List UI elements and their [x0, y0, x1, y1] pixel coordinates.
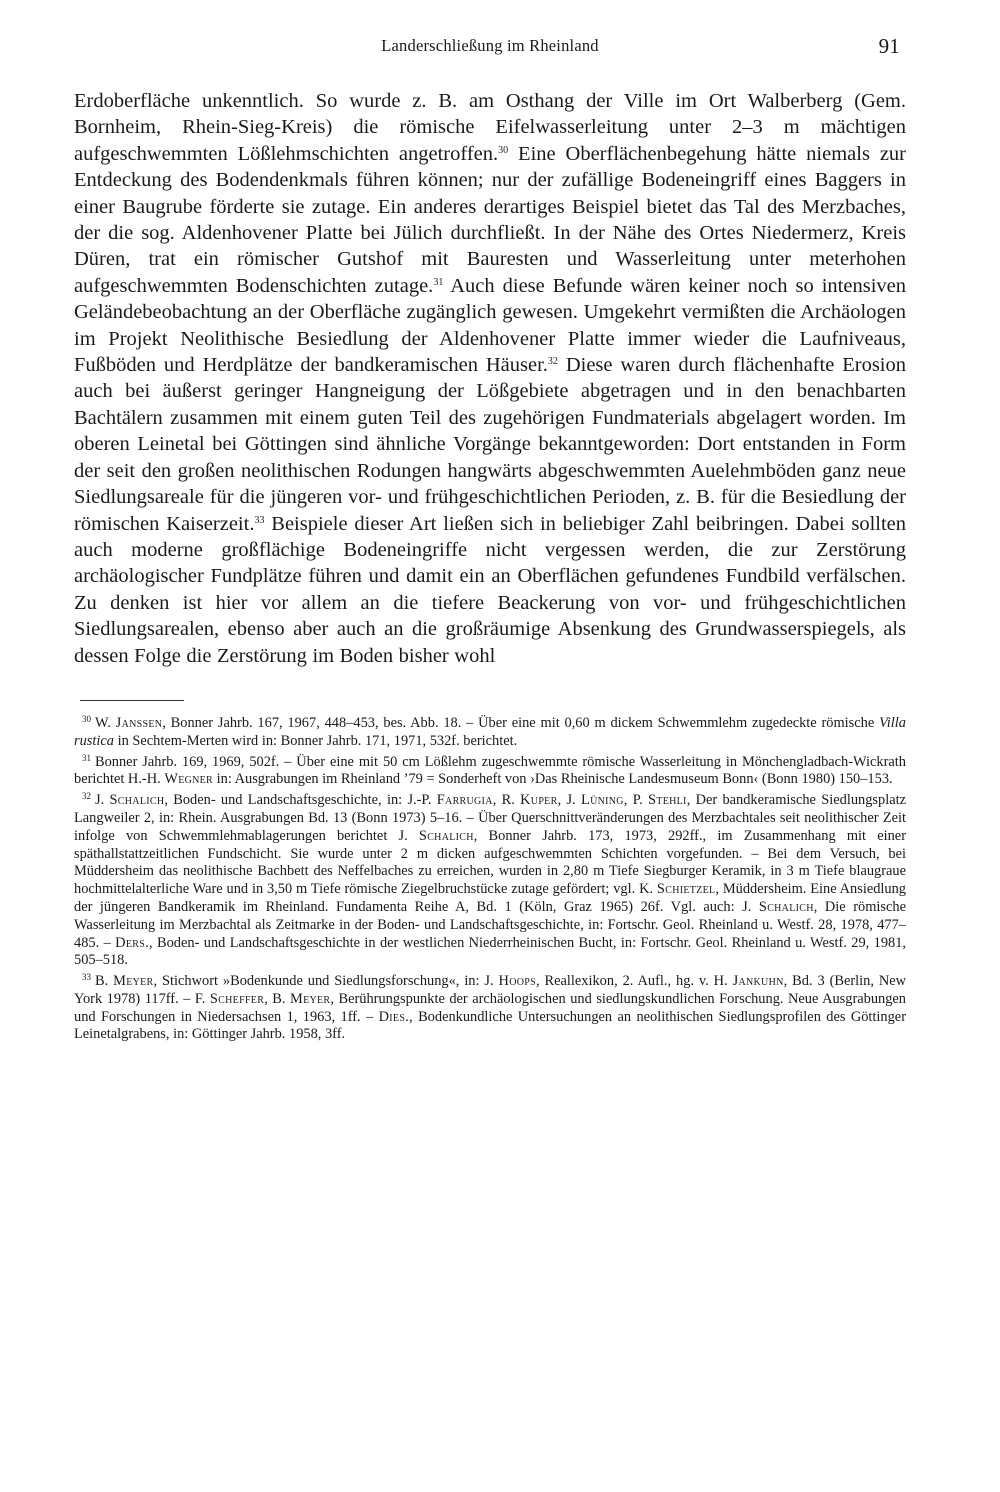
footnote-reference: 30 [498, 144, 509, 156]
body-text-segment: Diese waren durch flächenhafte Erosion auch bei äußerst geringer Hangneigung der Lößgebiete abgetragen und in den benachbarten Bachtälern zusammen mit einem guten Teil des zugehörigen Fundmaterials abgelagert worden. Im oberen Leinetal bei Göttingen sind ähnliche Vorgänge bekanntgeworden: Dort entstanden in Form der seit den großen neolithischen Rodungen hangwärts abgeschwemmten Auelehmböden ganz neue Siedlungsareale für die jüngeren vor- und frühgeschichtlichen Perioden, z. B. für die Besiedlung der römischen Kaiserzeit. [74, 354, 906, 535]
footnote-text: in: Ausgrabungen im Rheinland ’79 = Sonderheft von ›Das Rheinische Landesmuseum Bonn‹ (Bonn 1980) 150–153. [213, 771, 893, 788]
author-name: Scheffer [209, 990, 265, 1007]
footnote-text: W. [95, 714, 116, 731]
author-name: Lüning [580, 792, 624, 809]
author-name: Janssen [115, 714, 163, 731]
author-name: Schalich [758, 898, 814, 915]
footnote-text: , J. [557, 792, 581, 809]
footnote-text: J. [95, 792, 110, 809]
author-name: Schietzel [656, 881, 716, 898]
footnote-text: , R. [492, 792, 521, 809]
body-text-segment: Auch diese Befunde wären keiner noch so intensiven Geländebeobachtung an der Oberfläche zugänglich gewesen. Umgekehrt vermißten die Archäologen im Projekt Neolithische Besiedlung der Aldenhovener Platte immer wieder die Laufniveaus, Fußböden und Herdplätze der bandkeramischen Häuser. [74, 274, 907, 377]
author-name: Hoops [498, 973, 537, 990]
footnote-number: 30 [82, 713, 91, 724]
author-name: Dies. [378, 1008, 410, 1025]
author-name: Ders. [115, 934, 150, 951]
body-text-segment: Erdoberfläche unkenntlich. So wurde z. B. am Osthang der Ville im Ort Walberberg (Gem. Bornheim, Rhein-Sieg-Kreis) die römische Eifelwasserleitung unter 2–3 m mächtigen aufgeschwemmten Lößlehmschichten angetroffen. [74, 90, 906, 165]
footnote-reference: 32 [547, 356, 558, 368]
footnote-text: , Boden- und Landschaftsgeschichte in der westlichen Niederrheinischen Bucht, in: Fortschr. Geol. Rheinland u. Westf. 29, 1981, 505–518. [74, 934, 907, 969]
running-title: Landerschließung im Rheinland [381, 36, 599, 55]
body-text-segment: Beispiele dieser Art ließen sich in beliebiger Zahl beibringen. Dabei sollten auch moderne großflächige Bodeneingriffe nicht vergessen werden, die zur Zerstörung archäologischer Fundplätze führen und damit ein an Oberflächen gefundenes Fundbild verfälschen. Zu denken ist hier vor allem an die tiefere Beackerung von vor- und frühgeschichtlichen Siedlungsarealen, ebenso aber auch an die großräumige Absenkung des Grundwasserspiegels, als dessen Folge die Zerstörung im Boden bisher wohl [74, 512, 907, 667]
body-text-segment: Eine Oberflächenbegehung hätte niemals zur Entdeckung des Bodendenkmals führen können; nur der zufällige Bodeneingriff eines Baggers in einer Baugrube förderte sie zutage. Ein anderes derartiges Beispiel bietet das Tal des Merzbaches, der die sog. Aldenhovener Platte bei Jülich durchfließt. In der Nähe des Ortes Niedermerz, Kreis Düren, trat ein römischer Gutshof mit Bauresten und Wasserleitung unter meterhohen aufgeschwemmten Bodenschichten zutage. [74, 142, 906, 297]
body-paragraph [74, 88, 906, 669]
footnote-text: , Müddersheim. Eine Ansiedlung der jüngeren Bandkeramik im Rheinland. Fundamenta Reihe A, Bd. 1 (Köln, Graz 1965) 26f. Vgl. auch: J. [74, 881, 907, 915]
footnote-text: , B. [264, 990, 290, 1007]
author-name: Kuper [520, 792, 558, 809]
footnote-text: , Stichwort »Bodenkunde und Siedlungsforschung«, in: J. [153, 973, 499, 990]
running-header [74, 34, 906, 64]
footnote-text: B. [95, 973, 114, 990]
footnote-number: 31 [82, 752, 91, 763]
footnote-text: , P. [623, 792, 648, 809]
main-text [74, 88, 906, 669]
footnote-text: , Bd. 3 (Berlin, New York 1978) 117ff. – F. [74, 973, 907, 1007]
footnote-text: , Reallexikon, 2. Aufl., hg. v. H. [536, 973, 733, 990]
footnote-32 [74, 792, 906, 970]
footnote-reference: 31 [433, 276, 444, 288]
page-number: 91 [878, 34, 900, 58]
footnote-number: 32 [82, 791, 91, 802]
footnote-text: Bonner Jahrb. 169, 1969, 502f. – Über eine mit 50 cm Lößlehm zugeschwemmte römische Wasserleitung in Mönchengladbach-Wickrath berichtet H.-H. [74, 753, 906, 788]
footnote-text: , Bonner Jahrb. 173, 1973, 292ff., im Zusammenhang mit einer späthallstattzeitlichen Fundschicht. Sie wurde unter 2 m dicken aufgeschwemmten Schichten vorgefunden. – Bei dem Versuch, bei Müddersheim das neolithische Bachbett des Neffelbaches zu erreichen, wurden in 2,80 m Tiefe Siegburger Keramik, in 3 m Tiefe blaugraue hochmittelalterliche Ware und in 3,50 m Tiefe römische Ziegelbruchstücke zutage gefördert; vgl. K. [74, 827, 906, 898]
author-name: Schalich [109, 792, 165, 809]
author-name: Schalich [418, 827, 474, 844]
footnote-number: 33 [82, 972, 91, 983]
author-name: Meyer [113, 973, 154, 990]
author-name: Meyer [290, 990, 331, 1007]
author-name: Stehli [648, 792, 687, 809]
footnote-text: , Bodenkundliche Untersuchungen an neolithischen Siedlungsprofilen des Göttinger Leinetalgrabens, in: Göttinger Jahrb. 1958, 3ff. [74, 1008, 906, 1043]
footnote-separator [80, 700, 184, 701]
author-name: Farrugia [436, 792, 493, 809]
footnote-text: , Berührungspunkte der archäologischen und siedlungskundlichen Forschung. Neue Ausgrabungen und Forschungen in Niedersachsen 1, 1963, 1ff. – [74, 990, 906, 1025]
footnote-text: , Boden- und Landschaftsgeschichte, in: J.-P. [164, 792, 437, 809]
book-page [74, 34, 906, 1047]
footnote-text: , Die römische Wasserleitung im Merzbachtal als Zeitmarke in der Boden- und Landschaftsgeschichte, in: Fortschr. Geol. Rheinland u. Westf. 28, 1978, 477–485. – [74, 898, 906, 951]
footnote-text: , Bonner Jahrb. 167, 1967, 448–453, bes. Abb. 18. – Über eine mit 0,60 m dickem Schwemmlehm zugedeckte römische [162, 714, 880, 731]
footnote-text: , Der bandkeramische Siedlungsplatz Langweiler 2, in: Rhein. Ausgrabungen Bd. 13 (Bonn 1973) 5–16. – Über Querschnittveränderungen des Merzbachtales seit neolithischer Zeit infolge von Schwemmlehmablagerungen berichtet J. [74, 792, 906, 844]
footnotes [74, 715, 906, 1044]
italic-term: Villa rustica [74, 714, 906, 749]
author-name: Wegner [164, 771, 214, 788]
footnote-31 [74, 754, 906, 790]
footnote-33 [74, 973, 906, 1044]
footnote-text: in Sechtem-Merten wird in: Bonner Jahrb. 171, 1971, 532f. berichtet. [113, 732, 518, 749]
author-name: Jankuhn [732, 973, 784, 990]
footnote-reference: 33 [254, 514, 265, 526]
footnote-30 [74, 715, 906, 751]
